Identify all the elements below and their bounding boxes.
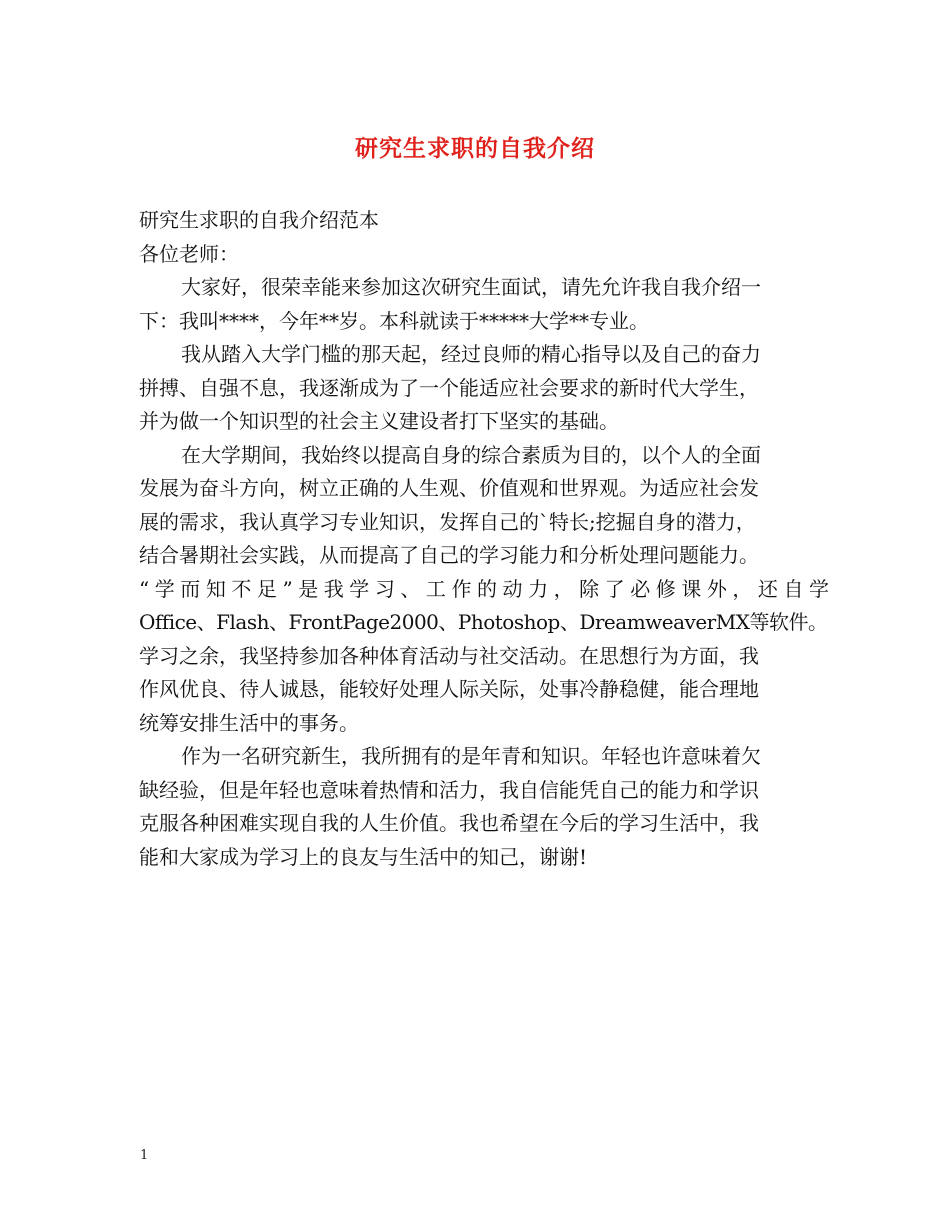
- paragraph-3-line-1: 在大学期间，我始终以提高自身的综合素质为目的，以个人的全面: [181, 442, 761, 467]
- salutation-line: 各位老师：: [139, 241, 239, 266]
- paragraph-4-line-2: 缺经验，但是年轻也意味着热情和活力，我自信能凭自己的能力和学识: [139, 777, 759, 802]
- paragraph-3-line-6: Office、Flash、FrontPage2000、Photoshop、DreamweaverMX等软件。: [139, 610, 828, 634]
- paragraph-2-line-3: 并为做一个知识型的社会主义建设者打下坚实的基础。: [139, 409, 619, 433]
- page-number: 1: [140, 1148, 149, 1163]
- subtitle-line: 研究生求职的自我介绍范本: [139, 208, 379, 232]
- paragraph-3-line-4: 结合暑期社会实践，从而提高了自己的学习能力和分析处理问题能力。: [139, 543, 759, 567]
- paragraph-3-line-7: 学习之余，我坚持参加各种体育活动与社交活动。在思想行为方面，我: [139, 643, 759, 668]
- paragraph-1-line-1: 大家好，很荣幸能来参加这次研究生面试，请先允许我自我介绍一: [181, 275, 761, 299]
- document-body: [139, 204, 829, 874]
- paragraph-2-line-2: 拼搏、自强不息，我逐渐成为了一个能适应社会要求的新时代大学生，: [139, 375, 759, 400]
- paragraph-4-line-3: 克服各种困难实现自我的人生价值。我也希望在今后的学习生活中，我: [139, 811, 759, 835]
- paragraph-3-line-3: 展的需求，我认真学习专业知识，发挥自己的`特长;挖掘自身的潜力，: [139, 509, 756, 534]
- paragraph-3-line-5: “学而知不足”是我学习、工作的动力，除了必修课外，还自学: [139, 576, 829, 601]
- paragraph-2-line-1: 我从踏入大学门槛的那天起，经过良师的精心指导以及自己的奋力: [181, 342, 761, 366]
- paragraph-4-line-1: 作为一名研究新生，我所拥有的是年青和知识。年轻也许意味着欠: [181, 744, 761, 768]
- paragraph-3-line-2: 发展为奋斗方向，树立正确的人生观、价值观和世界观。为适应社会发: [139, 476, 759, 500]
- paragraph-3-line-9: 统筹安排生活中的事务。: [139, 710, 359, 735]
- paragraph-1-line-2: 下：我叫****，今年**岁。本科就读于*****大学**专业。: [139, 308, 649, 333]
- document-title: 研究生求职的自我介绍: [355, 135, 595, 162]
- paragraph-4-line-4: 能和大家成为学习上的良友与生活中的知己，谢谢!: [139, 844, 588, 869]
- paragraph-3-line-8: 作风优良、待人诚恳，能较好处理人际关际，处事冷静稳健，能合理地: [139, 677, 759, 701]
